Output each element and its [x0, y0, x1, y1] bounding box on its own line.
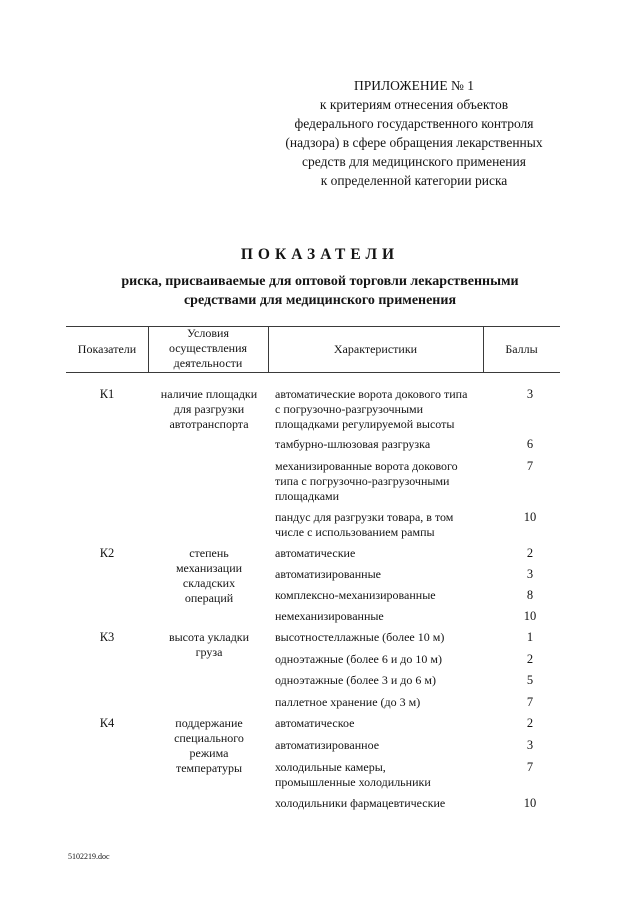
points-value: 6: [526, 437, 534, 451]
characteristic-line: автоматические ворота докового типа: [275, 387, 468, 401]
header-conditions-line: деятельности: [173, 356, 243, 370]
annex-line: (надзора) в сфере обращения лекарственных: [285, 135, 543, 150]
points-value: 2: [526, 716, 534, 730]
characteristic-line: автоматическое: [275, 716, 355, 730]
characteristic-line: промышленные холодильники: [275, 775, 431, 789]
annex-heading: ПРИЛОЖЕНИЕ № 1: [353, 78, 475, 93]
characteristic-line: тамбурно-шлюзовая разгрузка: [275, 437, 431, 451]
header-conditions-line: Условия: [187, 326, 229, 340]
indicator-condition: [150, 387, 268, 432]
characteristic: [275, 609, 500, 624]
condition-line: специального: [174, 731, 244, 745]
annex-line: к критериям отнесения объектов: [319, 97, 509, 112]
footer-filename: 5102219.doc: [68, 852, 110, 861]
characteristic: [275, 652, 500, 667]
annex-line: федерального государственного контроля: [294, 116, 534, 131]
points-value: 1: [526, 630, 534, 644]
characteristic: [275, 459, 500, 504]
points-value: 2: [526, 546, 534, 560]
document-title: ПОКАЗАТЕЛИ: [240, 246, 400, 263]
characteristic: [275, 673, 500, 688]
characteristic-line: с погрузочно-разгрузочными: [275, 402, 424, 416]
points-value: 5: [526, 673, 534, 687]
characteristic-line: автоматические: [275, 546, 356, 560]
indicator-code: К3: [99, 630, 115, 644]
characteristic-line: числе с использованием рампы: [275, 525, 435, 539]
table-top-rule: [66, 326, 560, 327]
points-value: 10: [523, 609, 537, 623]
points-value: 7: [526, 459, 534, 473]
characteristic-line: одноэтажные (более 3 и до 6 м): [275, 673, 436, 687]
characteristic: [275, 510, 500, 540]
characteristic-line: немеханизированные: [275, 609, 384, 623]
annex-block: [268, 76, 560, 190]
indicator-condition: [150, 716, 268, 776]
indicator-code: К4: [99, 716, 115, 730]
indicator-code: К2: [99, 546, 115, 560]
condition-line: режима: [189, 746, 229, 760]
points-value: 10: [523, 796, 537, 810]
annex-line: к определенной категории риска: [320, 173, 508, 188]
indicator-code: К1: [99, 387, 115, 401]
characteristic-line: одноэтажные (более 6 и до 10 м): [275, 652, 442, 666]
condition-line: температуры: [175, 761, 243, 775]
characteristic: [275, 567, 500, 582]
condition-line: наличие площадки: [160, 387, 258, 401]
condition-line: операций: [184, 591, 234, 605]
header-points: Баллы: [505, 342, 538, 356]
header-characteristics: Характеристики: [333, 342, 418, 356]
characteristic-line: холодильные камеры,: [275, 760, 386, 774]
characteristic: [275, 760, 500, 790]
points-value: 3: [526, 738, 534, 752]
points-value: 3: [526, 567, 534, 581]
characteristic: [275, 716, 500, 731]
characteristic: [275, 796, 500, 811]
points-value: 2: [526, 652, 534, 666]
condition-line: груза: [195, 645, 223, 659]
table-header-rule: [66, 372, 560, 373]
points-value: 10: [523, 510, 537, 524]
header-conditions: [148, 326, 268, 371]
characteristic-line: площадками: [275, 489, 340, 503]
characteristic-line: механизированные ворота докового: [275, 459, 458, 473]
characteristic-line: автоматизированное: [275, 738, 380, 752]
characteristic: [275, 387, 500, 432]
document-subtitle: [60, 272, 580, 310]
header-indicator: Показатели: [77, 342, 137, 356]
characteristic-line: высотностеллажные (более 10 м): [275, 630, 445, 644]
characteristic-line: паллетное хранение (до 3 м): [275, 695, 421, 709]
characteristic-line: комплексно-механизированные: [275, 588, 436, 602]
characteristic-line: автоматизированные: [275, 567, 381, 581]
points-value: 7: [526, 695, 534, 709]
characteristic: [275, 437, 500, 452]
condition-line: поддержание: [175, 716, 243, 730]
condition-line: степень: [189, 546, 229, 560]
characteristic-line: холодильники фармацевтические: [275, 796, 446, 810]
characteristic: [275, 588, 500, 603]
points-value: 3: [526, 387, 534, 401]
subtitle-line: средствами для медицинского применения: [183, 293, 457, 308]
characteristic-line: площадками регулируемой высоты: [275, 417, 455, 431]
condition-line: для разгрузки: [173, 402, 245, 416]
annex-line: средств для медицинского применения: [302, 154, 526, 169]
condition-line: автотранспорта: [169, 417, 249, 431]
characteristic: [275, 546, 500, 561]
characteristic: [275, 738, 500, 753]
subtitle-line: риска, присваиваемые для оптовой торговли лекарственными: [121, 274, 519, 289]
indicator-condition: [150, 630, 268, 660]
points-value: 8: [526, 588, 534, 602]
header-conditions-line: осуществления: [168, 341, 248, 355]
characteristic: [275, 695, 500, 710]
characteristic-line: типа с погрузочно-разгрузочными: [275, 474, 450, 488]
condition-line: высота укладки: [168, 630, 250, 644]
indicator-condition: [150, 546, 268, 606]
characteristic: [275, 630, 500, 645]
condition-line: механизации: [175, 561, 243, 575]
points-value: 7: [526, 760, 534, 774]
condition-line: складских: [182, 576, 236, 590]
characteristic-line: пандус для разгрузки товара, в том: [275, 510, 454, 524]
